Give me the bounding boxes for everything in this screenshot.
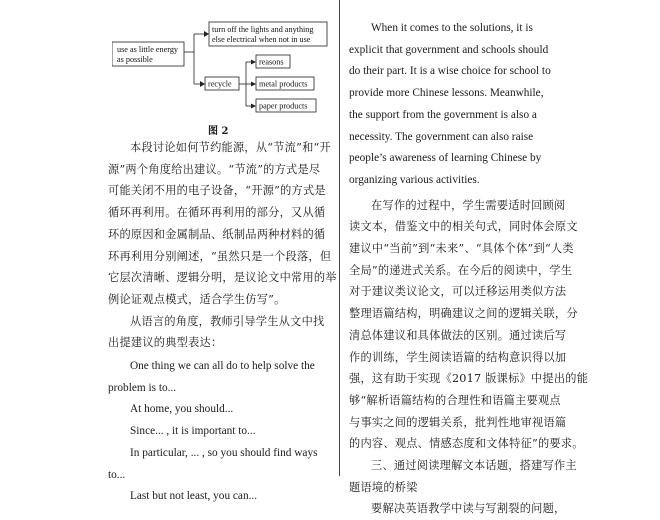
example-line: In particular, ... , so you should find ways <box>130 446 318 459</box>
left-column <box>108 137 337 508</box>
metal-label: metal products <box>259 79 308 89</box>
text-line: 全局”的递进式关系。在今后的阅读中，学生 <box>349 263 573 277</box>
text-line: 的内容、观点、情感态度和文体特征”的要求。 <box>349 437 584 451</box>
heading-line: 三、通过阅读理解文本话题，搭建写作主 <box>371 459 577 473</box>
example-line: At home, you should... <box>130 403 234 416</box>
text-line: 在写作的过程中，学生需要适时回顾阅 <box>371 198 566 212</box>
left-paragraph-2 <box>108 311 330 354</box>
text-line: When it comes to the solutions, it is <box>371 22 533 34</box>
text-line: 与事实之间的逻辑关系，批判性地审视语篇 <box>349 415 567 429</box>
example-expressions <box>108 356 330 508</box>
text-line: 作的训练，学生阅读语篇的结构意识得以加 <box>349 350 567 364</box>
top-label-2: else electrical when not in use <box>212 35 311 44</box>
text-line: 强，这有助于实现《2017 版课标》中提出的能 <box>349 372 589 386</box>
text-line: 从语言的角度，教师引导学生从文中找 <box>130 314 325 328</box>
top-label-1: turn off the lights and anything <box>212 25 314 34</box>
paper-label: paper products <box>259 101 308 111</box>
example-line: Since... , it is important to... <box>130 425 256 438</box>
root-label-2: as possible <box>117 55 153 64</box>
text-line: 源”两个角度给出建议。“节流”的方式是尽 <box>108 162 321 176</box>
example-line: problem is to... <box>108 381 177 394</box>
text-line: 环再利用分别阐述，“虽然只是一个段落，但 <box>108 249 332 263</box>
text-line: 建议中“当前”到“未来”、“具体个体”到“人类 <box>349 242 574 256</box>
text-line: 要解决英语教学中读与写割裂的问题， <box>371 502 566 516</box>
arrowhead <box>251 104 256 109</box>
right-column <box>349 18 589 520</box>
example-line: One thing we can all do to help solve the <box>130 360 315 373</box>
example-line: Last but not least, you can... <box>130 490 258 503</box>
left-paragraph-1 <box>108 137 337 311</box>
section-heading <box>349 455 577 498</box>
text-line: 对于建议类议论文，可以迁移运用类似方法 <box>349 285 567 299</box>
text-line: 出提建议的典型表达： <box>108 336 223 350</box>
example-line: to... <box>108 468 126 481</box>
text-line: explicit that government and schools should <box>349 43 549 56</box>
root-label-1: use as little energy <box>117 45 179 54</box>
flow-diagram <box>112 14 330 126</box>
arrowhead <box>251 60 256 65</box>
text-line: provide more Chinese lessons. Meanwhile, <box>349 87 544 100</box>
text-line: 读文本，借鉴文中的相关句式，同时体会原文 <box>349 220 578 234</box>
text-line: necessity. The government can also raise <box>349 130 534 143</box>
right-paragraph-1 <box>349 195 589 455</box>
text-line: organizing various activities. <box>349 173 480 186</box>
text-line: 清总体建议和具体做法的区别。通过读后写 <box>349 328 567 342</box>
text-line: 环的原因和金属制品、纸制品两种材料的循 <box>108 227 326 241</box>
text-line: people’s awareness of learning Chinese by <box>349 152 542 165</box>
recycle-label: recycle <box>208 79 232 89</box>
arrowhead <box>204 31 209 37</box>
english-sample-paragraph <box>349 18 570 192</box>
column-divider <box>339 0 340 476</box>
figure-caption: 图 2 <box>208 126 229 137</box>
arrowhead <box>200 81 205 87</box>
text-line: 循环再利用。在循环再利用的部分，又从循 <box>108 206 326 220</box>
text-line: 整理语篇结构，明确建议之间的逻辑关联，分 <box>349 307 578 321</box>
text-line: 它层次清晰、逻辑分明，是议论文中常用的举 <box>108 271 337 285</box>
heading-line: 题语境的桥梁 <box>349 480 418 494</box>
text-line: do their part. It is a wise choice for school to <box>349 65 551 78</box>
reasons-label: reasons <box>259 57 284 67</box>
arrowhead <box>251 82 256 87</box>
text-line: the support from the government is also a <box>349 108 537 121</box>
text-line: 可能关闭不用的电子设备，“开源”的方式是 <box>108 184 326 198</box>
text-line: 例论证观点模式，适合学生仿写”。 <box>108 292 286 306</box>
right-paragraph-2 <box>349 498 570 520</box>
text-line: 够“解析语篇结构的合理性和语篇主要观点 <box>349 393 561 407</box>
text-line: 本段讨论如何节约能源，从“节流”和“开 <box>130 141 331 154</box>
